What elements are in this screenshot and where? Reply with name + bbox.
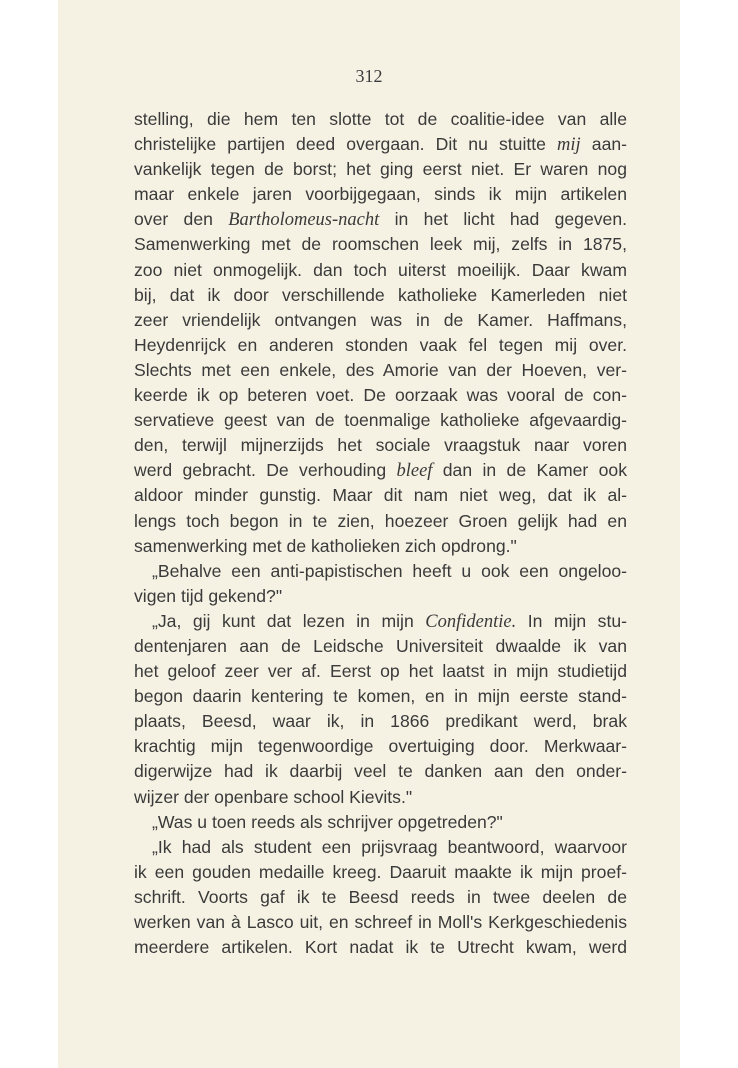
text-line [134,684,627,709]
text-line [134,107,627,132]
line-text: over den [134,209,229,230]
text-line [134,810,627,835]
line-text: Heydenrijck en anderen stonden vaak fel tegen mij over. [134,334,627,355]
line-text: Samenwerking met de roomschen leek mij, zelfs in 1875, [134,234,627,255]
italic-text: Bartholomeus-nacht [228,210,380,231]
text-line [134,408,627,433]
text-line [134,534,627,559]
line-text-after: aan- [580,134,627,155]
line-text: werken van à Lasco uit, en schreef in Moll's Kerkgeschiedenis [134,912,627,932]
text-line [134,659,627,684]
text-line [134,584,627,609]
text-line [134,559,627,584]
line-text: wijzer der openbare school Kievits." [134,786,413,807]
line-text-after: In mijn stu- [516,610,627,631]
text-line [134,483,627,508]
line-text: „Ik had als student een prijsvraag beantwoord, waarvoor [152,836,627,857]
text-line [134,232,627,257]
line-text: stelling, die hem ten slotte tot de coalitie-idee van alle [134,109,627,129]
text-line [134,910,627,935]
line-text: aldoor minder gunstig. Maar dit nam niet weg, dat ik al- [134,485,627,506]
line-text: begon daarin kentering te komen, en in mijn eerste stand- [134,686,627,707]
line-text: ik een gouden medaille kreeg. Daaruit maakte ik mijn proef- [134,861,627,882]
text-line [134,207,627,232]
text-line [134,860,627,885]
line-text: zoo niet onmogelijk. dan toch uiterst moeilijk. Daar kwam [134,259,627,280]
text-line [134,433,627,458]
text-line [134,609,627,634]
line-text: maar enkele jaren voorbijgegaan, sinds ik mijn artikelen [134,184,627,205]
line-text: zeer vriendelijk ontvangen was in de Kamer. Haffmans, [134,309,627,330]
line-text: meerdere artikelen. Kort nadat ik te Utrecht kwam, werd [134,937,627,958]
text-line [134,885,627,910]
text-line [134,935,627,960]
line-text: keerde ik op beteren voet. De oorzaak was vooral de con- [134,385,627,406]
book-page [58,0,680,1068]
line-text: werd gebracht. De verhouding [134,460,397,481]
text-line [134,785,627,810]
italic-text: mij [557,135,581,156]
line-text: den, terwijl mijnerzijds het sociale vraagstuk naar voren [134,435,627,456]
line-text: samenwerking met de katholieken zich opdrong." [134,535,517,556]
line-text: schrift. Voorts gaf ik te Beesd reeds in twee deelen de [134,886,627,907]
line-text: Slechts met een enkele, des Amorie van der Hoeven, ver- [134,359,627,380]
text-line [134,182,627,207]
line-text: christelijke partijen deed overgaan. Dit nu stuitte [134,134,558,155]
text-line [134,383,627,408]
line-text: krachtig mijn tegenwoordige overtuiging door. Merkwaar- [134,736,627,757]
italic-text: Confidentie. [425,611,517,632]
line-text-after: in het licht had gegeven. [379,209,627,230]
text-line [134,358,627,383]
text-line [134,835,627,860]
text-line [134,132,627,157]
text-line [134,709,627,734]
text-line [134,308,627,333]
text-line [134,333,627,358]
italic-text: bleef [396,461,433,482]
text-line [134,734,627,759]
line-text: „Was u toen reeds als schrijver opgetreden?" [152,811,503,832]
line-text: „Behalve een anti-papistischen heeft u ook een ongeloo- [152,560,627,581]
line-text: het geloof zeer ver af. Eerst op het laatst in mijn studietijd [134,661,627,682]
text-line [134,759,627,784]
line-text: dentenjaren aan de Leidsche Universiteit dwaalde ik van [134,635,627,656]
line-text: bij, dat ik door verschillende katholieke Kamerleden niet [134,284,627,305]
line-text: vankelijk tegen de borst; het ging eerst niet. Er waren nog [134,159,627,180]
text-line [134,458,627,483]
line-text: servatieve geest van de toenmalige katholieke afgevaardig- [134,410,627,431]
text-line [134,258,627,283]
body-text [134,107,627,960]
text-line [134,634,627,659]
line-text: „Ja, gij kunt dat lezen in mijn [152,610,426,631]
text-line [134,157,627,182]
line-text: vigen tijd gekend?" [134,585,283,606]
page-number: 312 [355,66,383,86]
text-line [134,509,627,534]
line-text: digerwijze had ik daarbij veel te danken aan den onder- [134,761,627,782]
line-text: lengs toch begon in te zien, hoezeer Groen gelijk had en [134,510,627,531]
text-line [134,283,627,308]
line-text-after: dan in de Kamer ook [432,460,628,481]
line-text: plaats, Beesd, waar ik, in 1866 predikant werd, brak [134,711,627,732]
